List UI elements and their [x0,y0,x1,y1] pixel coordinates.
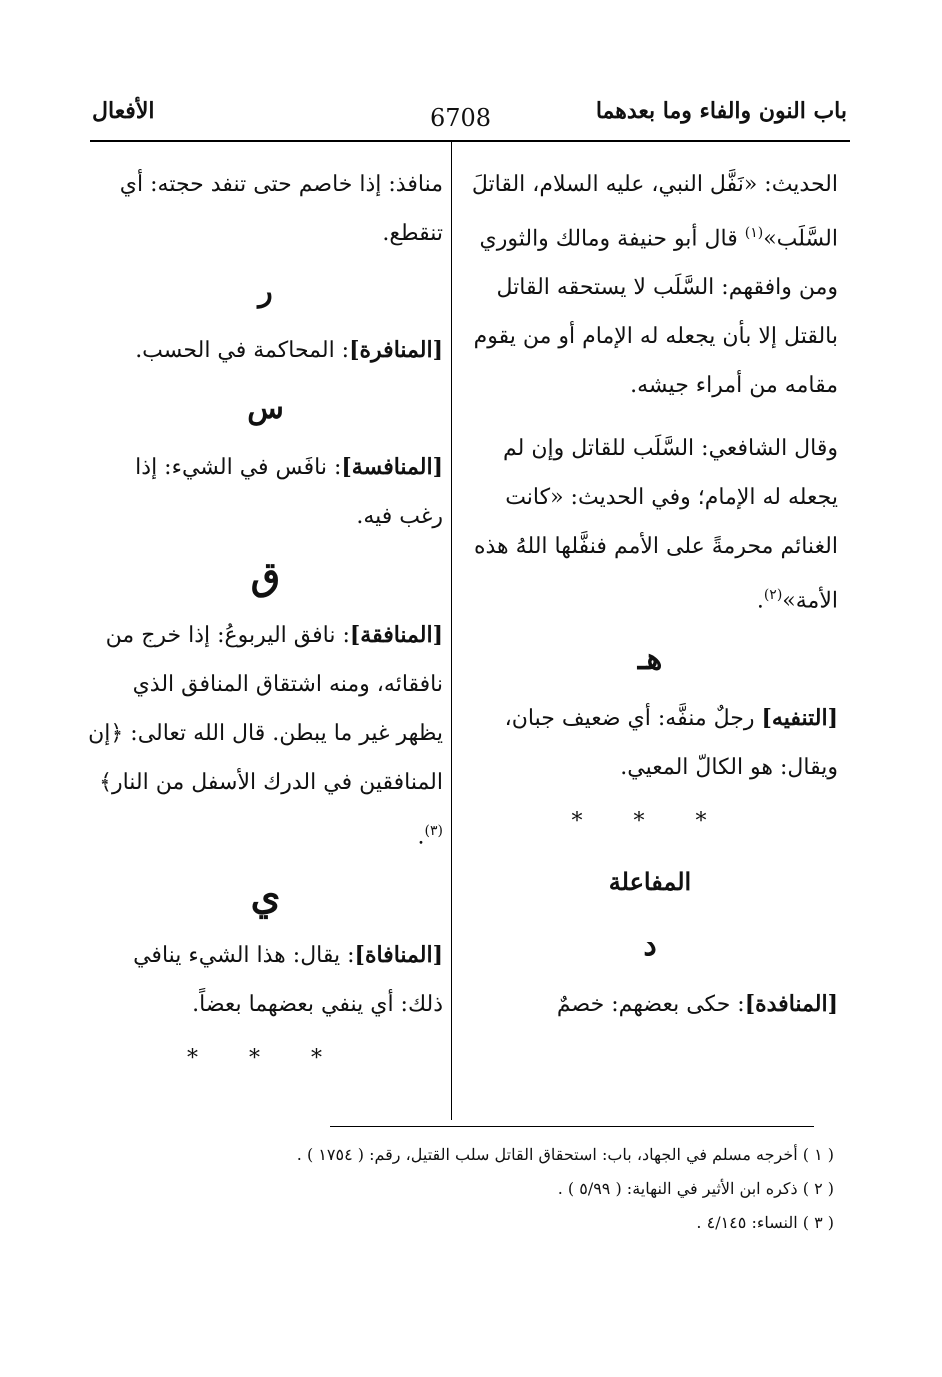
entry-term: [المنافسة] [341,454,443,480]
entry-munafat [88,931,443,1029]
entry-definition: رجلٌ منفَّه: أي ضعيف جبان، ويقال: هو الكالّ المعيي. [504,705,838,780]
shafii-text: وقال الشافعي: السَّلَب للقاتل وإن لم يجعله له الإمام؛ وفي الحديث: «كانت الغنائم محرمةً على الأمم فنفَّلها اللهُ هذه الأمة» [473,436,838,614]
footnote-1: ( ١ ) أخرجه مسلم في الجهاد، باب: استحقاق القاتل سلب القتيل، رقم: ( ١٧٥٤ ) . [296,1145,834,1164]
entry-term: [المنافدة] [744,990,838,1017]
footnote-2: ( ٢ ) ذكره ابن الأثير في النهاية: ( ٥/٩٩ ) . [557,1179,834,1198]
entry-term: [المنافاة] [354,942,443,969]
period: . [756,588,764,614]
shafii-paragraph [462,424,838,625]
entry-definition: : يقال: هذا الشيء ينافي ذلك: أي ينفي بعضهما بعضاً. [133,943,443,1018]
section-heading-mufaala: المفاعلة [608,866,692,896]
entry-term: [المنافرة] [349,337,443,363]
chapter-title: باب النون والفاء وما بعدهما [595,98,847,124]
continued-entry: منافذ: إذا خاصم حتى تنفد حجته: أي تنقطع. [119,172,443,246]
entry-definition: : المحاكمة في الحسب. [135,338,350,363]
column-divider [451,142,452,1120]
entry-definition: : حكى بعضهم: خصمٌ [556,991,745,1017]
hadith-text: الحديث: «نَفَّل النبي، عليه السلام، القاتلَ السَّلَب» [471,172,838,252]
entry-term: [المنافقة] [349,622,443,648]
footnote-ref-1: (١) [744,225,764,241]
entry-munafasa [88,443,443,541]
header-rule [90,140,850,142]
entry-tanfih [462,694,838,792]
right-column [462,160,838,1029]
letter-heading-ya: ي [250,873,281,919]
separator-stars: * * * [571,808,729,834]
entry-definition: : نافَس في الشيء: إذا رغب فيه. [135,455,443,529]
left-column [88,160,443,1089]
entry-definition: : نافق اليربوعُ: إذا خرج من نافقائه، ومنه اشتقاق المنافق الذي يظهر غير ما يبطن. قال الله تعالى: ﴿إن المنافقين في الدرك الأسفل من النار﴾ [88,623,443,795]
entry-munafaqa [88,611,443,861]
footnote-3: ( ٣ ) النساء: ٤/١٤٥ . [696,1213,834,1232]
letter-heading-sin: س [247,391,284,426]
footnote-rule [330,1126,814,1127]
entry-munafara [88,326,443,375]
section-running-title: الأفعال [92,98,155,124]
letter-heading-qaf: ق [250,553,281,598]
footnotes [297,1138,834,1240]
letter-heading-ra: ر [258,274,273,309]
entry-munafada [462,980,838,1029]
entry-term: [التنفيه] [761,704,838,731]
separator-stars: * * * [187,1046,344,1072]
footnote-ref-3: (٣) [424,823,443,839]
period: . [417,824,425,850]
page-number: 6708 [430,104,492,132]
hadith-text-continued: قال أبو حنيفة ومالك والثوري ومن وافقهم: السَّلَب لا يستحقه القاتل بالقتل إلا بأن يجعله له الإمام أو من يقوم مقامه من أمراء جيشه. [473,226,838,399]
letter-heading-dal: د [643,927,657,963]
hadith-paragraph [462,160,838,410]
letter-heading-ha: هـ [637,641,663,677]
footnote-ref-2: (٢) [763,587,783,604]
